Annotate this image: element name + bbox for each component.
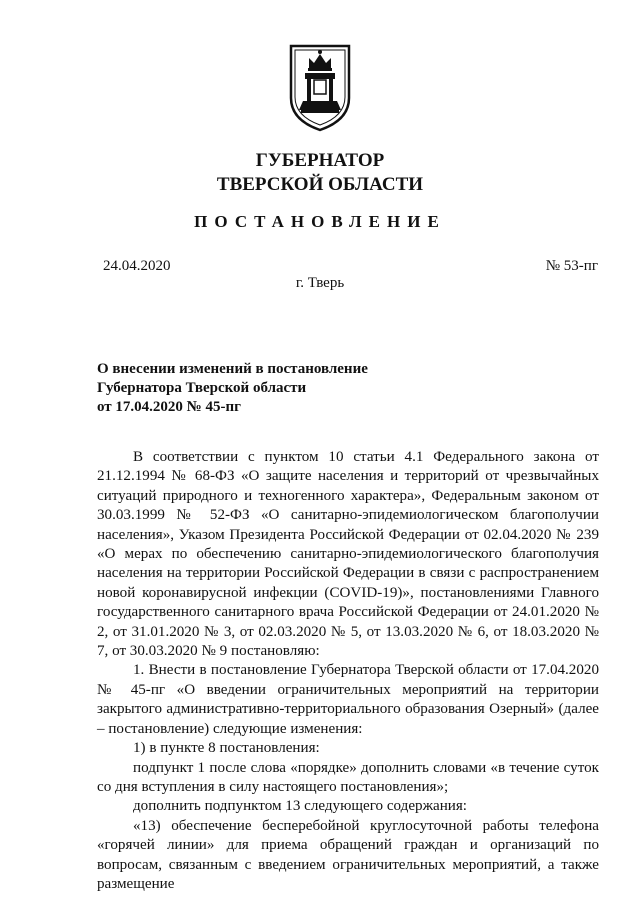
authority-title-line2: ТВЕРСКОЙ ОБЛАСТИ — [216, 174, 424, 195]
document-subject — [97, 360, 457, 417]
body-paragraph: подпункт 1 после слова «порядке» дополнить словами «в течение суток со дня вступления в силу настоящего постановления»; — [97, 759, 599, 795]
body-paragraph: В соответствии с пунктом 10 статьи 4.1 Федерального закона от 21.12.1994 № 68-ФЗ «О защите населения и территорий от чрезвычайных ситуаций природного и техногенного характера», Федеральным законом от 30.03.1999 № 52-ФЗ «О санитарно-эпидемиологическом благополучии населения», Указом Президента Российской Федерации от 02.04.2020 № 239 «О мерах по обеспечению санитарно-эпидемиологического благополучия населения на территории Российской Федерации в связи с распространением новой коронавирусной инфекции (COVID-19)», постановлениями Главного государственного санитарного врача Российской Федерации от 24.01.2020 № 2, от 31.01.2020 № 3, от 02.03.2020 № 5, от 13.03.2020 № 6, от 18.03.2020 № 7, от 30.03.2020 № 9 постановляю: — [97, 449, 599, 660]
authority-title-line1: ГУБЕРНАТОР — [255, 150, 385, 171]
document-type: ПОСТАНОВЛЕНИЕ — [194, 212, 446, 231]
subject-line: от 17.04.2020 № 45-пг — [97, 399, 241, 415]
subject-line: Губернатора Тверской области — [97, 380, 307, 396]
body-paragraph: дополнить подпунктом 13 следующего содержания: — [133, 798, 467, 815]
coat-of-arms-icon — [287, 40, 353, 132]
document-number: № 53-пг — [545, 258, 598, 274]
body-paragraph: «13) обеспечение бесперебойной круглосуточной работы телефона «горячей линии» для приема обращений граждан и организаций по вопросам, связанным с введением ограничительных мероприятий, а также размещение — [97, 817, 599, 892]
subject-line: О внесении изменений в постановление — [97, 361, 368, 377]
document-date: 24.04.2020 — [103, 258, 171, 274]
document-city: г. Тверь — [295, 275, 345, 291]
body-paragraph: 1. Внести в постановление Губернатора Тверской области от 17.04.2020 № 45-пг «О введении ограничительных мероприятий на территории закрытого административно-территориального образования Озерный» (далее – постановление) следующие изменения: — [97, 662, 599, 737]
document-body — [97, 448, 599, 894]
body-paragraph: 1) в пункте 8 постановления: — [133, 740, 320, 757]
